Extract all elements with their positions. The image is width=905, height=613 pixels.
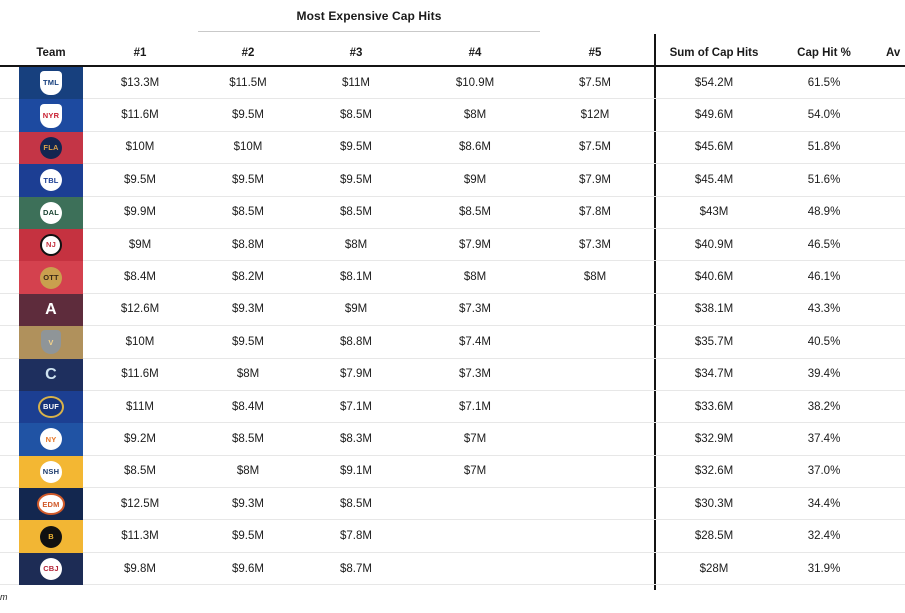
cap-hit-4-cell: $8M [463, 109, 487, 122]
cap-hit-1-cell: $11.3M [121, 530, 159, 543]
cap-hit-2-cell: $9.6M [232, 562, 264, 575]
team-logo-edm-icon [19, 488, 83, 520]
team-logo-vgk-icon [19, 326, 83, 358]
cap-hit-pct-cell: 51.8% [807, 141, 841, 154]
cap-hit-3-cell: $8.1M [340, 271, 372, 284]
team-logo-cbj-icon [19, 553, 83, 585]
cap-hit-1-cell: $10M [125, 335, 155, 348]
cap-hit-1-cell: $12.6M [120, 303, 160, 316]
cap-hit-4-cell [430, 520, 520, 551]
cap-hit-4-cell [430, 488, 520, 519]
team-badge: NJ [40, 234, 62, 256]
cap-hit-pct-cell: 31.9% [807, 562, 841, 575]
cap-hit-3-cell: $9.1M [340, 465, 372, 478]
cap-hit-2-cell: $9.5M [232, 530, 264, 543]
cap-hit-5-cell [550, 520, 640, 551]
cap-hit-2-cell: $8.5M [232, 432, 264, 445]
cap-hit-1-cell: $11M [126, 400, 154, 413]
cap-hit-3-cell: $8.5M [340, 109, 372, 122]
cap-hit-5-cell: $12M [580, 109, 610, 122]
team-badge: CBJ [40, 558, 62, 580]
team-logo-nyr-icon [19, 99, 83, 131]
cap-hit-3-cell: $9.5M [340, 141, 372, 154]
table-row [0, 488, 905, 520]
cap-hit-5-cell: $8M [583, 271, 607, 284]
cap-hit-pct-cell: 54.0% [807, 109, 841, 122]
column-header-4: #4 [468, 47, 482, 59]
cap-hit-3-cell: $7.9M [340, 368, 372, 381]
cap-hit-2-cell: $9.3M [232, 303, 264, 316]
cap-hit-pct-cell: 48.9% [807, 206, 841, 219]
cap-hit-5-cell [550, 456, 640, 487]
cap-hit-5-cell [550, 294, 640, 325]
sum-of-cap-hits-cell: $45.4M [694, 173, 734, 186]
team-badge: EDM [37, 493, 64, 515]
cap-hit-1-cell: $8.5M [124, 465, 156, 478]
cap-hit-4-cell [430, 553, 520, 584]
column-header-team: Team [36, 47, 66, 59]
cap-hit-3-cell: $8.8M [340, 335, 372, 348]
table-title: Most Expensive Cap Hits [296, 9, 442, 23]
cap-hit-2-cell: $8M [236, 368, 260, 381]
cap-hit-4-cell: $9M [463, 173, 487, 186]
cap-hit-3-cell: $8M [344, 238, 368, 251]
table-row [0, 261, 905, 293]
team-logo-van-icon [19, 359, 83, 391]
team-logo-tbl-icon [19, 164, 83, 196]
team-logo-col-icon [19, 294, 83, 326]
cap-hit-2-cell: $8.5M [232, 206, 264, 219]
cap-hit-5-cell [550, 359, 640, 390]
cap-hit-2-cell: $8.4M [232, 400, 264, 413]
cap-hit-5-cell [550, 391, 640, 422]
cap-hit-1-cell: $13.3M [120, 76, 160, 89]
team-badge: NY [40, 428, 62, 450]
sum-of-cap-hits-cell: $34.7M [694, 368, 734, 381]
team-logo-njd-icon [19, 229, 83, 261]
cap-hit-pct-cell: 39.4% [807, 368, 841, 381]
sum-of-cap-hits-cell: $40.6M [694, 271, 734, 284]
table-row [0, 391, 905, 423]
cap-hit-1-cell: $8.4M [124, 271, 156, 284]
table-row [0, 456, 905, 488]
table-row [0, 359, 905, 391]
cap-hit-2-cell: $9.3M [232, 497, 264, 510]
cap-hit-pct-cell: 40.5% [807, 335, 841, 348]
cap-hit-2-cell: $8.2M [232, 271, 264, 284]
cap-hit-4-cell: $8.5M [459, 206, 491, 219]
cap-hit-5-cell: $7.3M [579, 238, 611, 251]
column-header-sum-of-cap-hits: Sum of Cap Hits [669, 47, 759, 59]
team-badge: NSH [40, 461, 62, 483]
cap-hit-3-cell: $8.3M [340, 432, 372, 445]
cap-hit-1-cell: $9.9M [124, 206, 156, 219]
team-logo-buf-icon [19, 391, 83, 423]
table-row [0, 229, 905, 261]
team-logo-bos-icon [19, 520, 83, 552]
sum-of-cap-hits-cell: $32.9M [694, 432, 734, 445]
cap-hit-3-cell: $8.5M [340, 497, 372, 510]
team-logo-dal-icon [19, 197, 83, 229]
team-badge: A [45, 300, 57, 318]
table-row [0, 164, 905, 196]
table-row [0, 132, 905, 164]
sum-of-cap-hits-cell: $49.6M [694, 109, 734, 122]
team-logo-fla-icon [19, 132, 83, 164]
cap-hit-1-cell: $11.6M [121, 109, 159, 122]
title-underline [198, 31, 540, 32]
team-badge: FLA [40, 137, 62, 159]
table-row [0, 326, 905, 358]
sum-of-cap-hits-cell: $43M [699, 206, 729, 219]
sum-of-cap-hits-cell: $28M [699, 562, 729, 575]
cap-hit-1-cell: $9M [128, 238, 152, 251]
cap-hit-2-cell: $8.8M [232, 238, 264, 251]
column-header-5: #5 [588, 47, 602, 59]
team-badge: BUF [38, 396, 64, 418]
column-header-3: #3 [349, 47, 363, 59]
table-row [0, 553, 905, 585]
team-badge: TML [40, 71, 62, 95]
cap-hit-5-cell [550, 553, 640, 584]
sum-of-cap-hits-cell: $28.5M [694, 530, 734, 543]
cap-hit-5-cell: $7.5M [579, 76, 611, 89]
cap-hit-2-cell: $10M [233, 141, 263, 154]
table-row [0, 520, 905, 552]
cap-hit-1-cell: $9.2M [124, 432, 156, 445]
cap-hit-4-cell: $8.6M [459, 141, 491, 154]
cap-hit-3-cell: $9.5M [340, 173, 372, 186]
team-badge: NYR [40, 104, 62, 128]
cap-hit-pct-cell: 46.5% [807, 238, 841, 251]
table-row [0, 294, 905, 326]
cap-hit-1-cell: $11.6M [121, 368, 159, 381]
cap-hit-pct-cell: 34.4% [807, 497, 841, 510]
team-badge: TBL [40, 169, 62, 191]
cap-hit-pct-cell: 37.4% [807, 432, 841, 445]
sum-of-cap-hits-cell: $35.7M [694, 335, 734, 348]
sum-of-cap-hits-cell: $54.2M [694, 76, 734, 89]
cap-hit-pct-cell: 51.6% [807, 173, 841, 186]
team-badge: OTT [40, 267, 62, 289]
table-row [0, 197, 905, 229]
cap-hit-1-cell: $9.5M [124, 173, 156, 186]
table-row [0, 99, 905, 131]
column-header-2: #2 [241, 47, 255, 59]
cap-hit-1-cell: $9.8M [124, 562, 156, 575]
cap-hit-5-cell: $7.9M [579, 173, 611, 186]
cap-hit-4-cell: $7M [463, 432, 487, 445]
cap-hit-5-cell [550, 488, 640, 519]
cap-hit-3-cell: $11M [342, 76, 370, 89]
cap-hit-3-cell: $7.8M [340, 530, 372, 543]
cap-hit-5-cell: $7.8M [579, 206, 611, 219]
table-body [0, 67, 905, 585]
cap-hit-3-cell: $8.5M [340, 206, 372, 219]
cap-hit-4-cell: $7M [463, 465, 487, 478]
cap-hit-2-cell: $9.5M [232, 335, 264, 348]
sum-of-cap-hits-cell: $32.6M [694, 465, 734, 478]
cap-hit-2-cell: $9.5M [232, 109, 264, 122]
column-header-cap-hit-pct: Cap Hit % [797, 47, 851, 59]
sum-of-cap-hits-cell: $33.6M [694, 400, 734, 413]
sum-of-cap-hits-cell: $30.3M [694, 497, 734, 510]
table-row [0, 423, 905, 455]
cap-hit-4-cell: $7.3M [459, 368, 491, 381]
cap-hit-5-cell: $7.5M [579, 141, 611, 154]
cap-hit-5-cell [550, 326, 640, 357]
cap-hit-pct-cell: 43.3% [807, 303, 841, 316]
cap-hit-4-cell: $7.1M [459, 400, 491, 413]
cap-hit-pct-cell: 46.1% [807, 271, 841, 284]
cap-hit-pct-cell: 61.5% [807, 76, 841, 89]
cap-hit-pct-cell: 38.2% [807, 400, 841, 413]
cap-hit-3-cell: $7.1M [340, 400, 372, 413]
footnote-fragment: m [0, 592, 8, 602]
column-header-1: #1 [133, 47, 147, 59]
team-logo-nyi-icon [19, 423, 83, 455]
cap-hit-2-cell: $8M [236, 465, 260, 478]
table-row [0, 67, 905, 99]
sum-of-cap-hits-cell: $45.6M [694, 141, 734, 154]
cap-hit-3-cell: $8.7M [340, 562, 372, 575]
cap-hit-4-cell: $7.3M [459, 303, 491, 316]
team-logo-nsh-icon [19, 456, 83, 488]
cap-hit-pct-cell: 32.4% [807, 530, 841, 543]
cap-hit-2-cell: $9.5M [232, 173, 264, 186]
cap-hit-2-cell: $11.5M [229, 76, 267, 89]
cap-hit-4-cell: $10.9M [455, 76, 495, 89]
sum-of-cap-hits-cell: $38.1M [694, 303, 734, 316]
team-badge: V [41, 330, 61, 354]
cap-hit-4-cell: $7.4M [459, 335, 491, 348]
cap-hit-5-cell [550, 423, 640, 454]
team-badge: DAL [40, 202, 62, 224]
cap-hit-3-cell: $9M [344, 303, 368, 316]
cap-hit-4-cell: $7.9M [459, 238, 491, 251]
column-header-avg-clipped: Av [886, 47, 901, 59]
team-logo-ott-icon [19, 261, 83, 293]
cap-hit-pct-cell: 37.0% [807, 465, 841, 478]
cap-hit-4-cell: $8M [463, 271, 487, 284]
team-logo-tor-icon [19, 67, 83, 99]
team-badge: C [45, 365, 57, 383]
cap-hit-1-cell: $10M [125, 141, 155, 154]
sum-of-cap-hits-cell: $40.9M [694, 238, 734, 251]
team-badge: B [40, 526, 62, 548]
cap-hit-1-cell: $12.5M [120, 497, 160, 510]
